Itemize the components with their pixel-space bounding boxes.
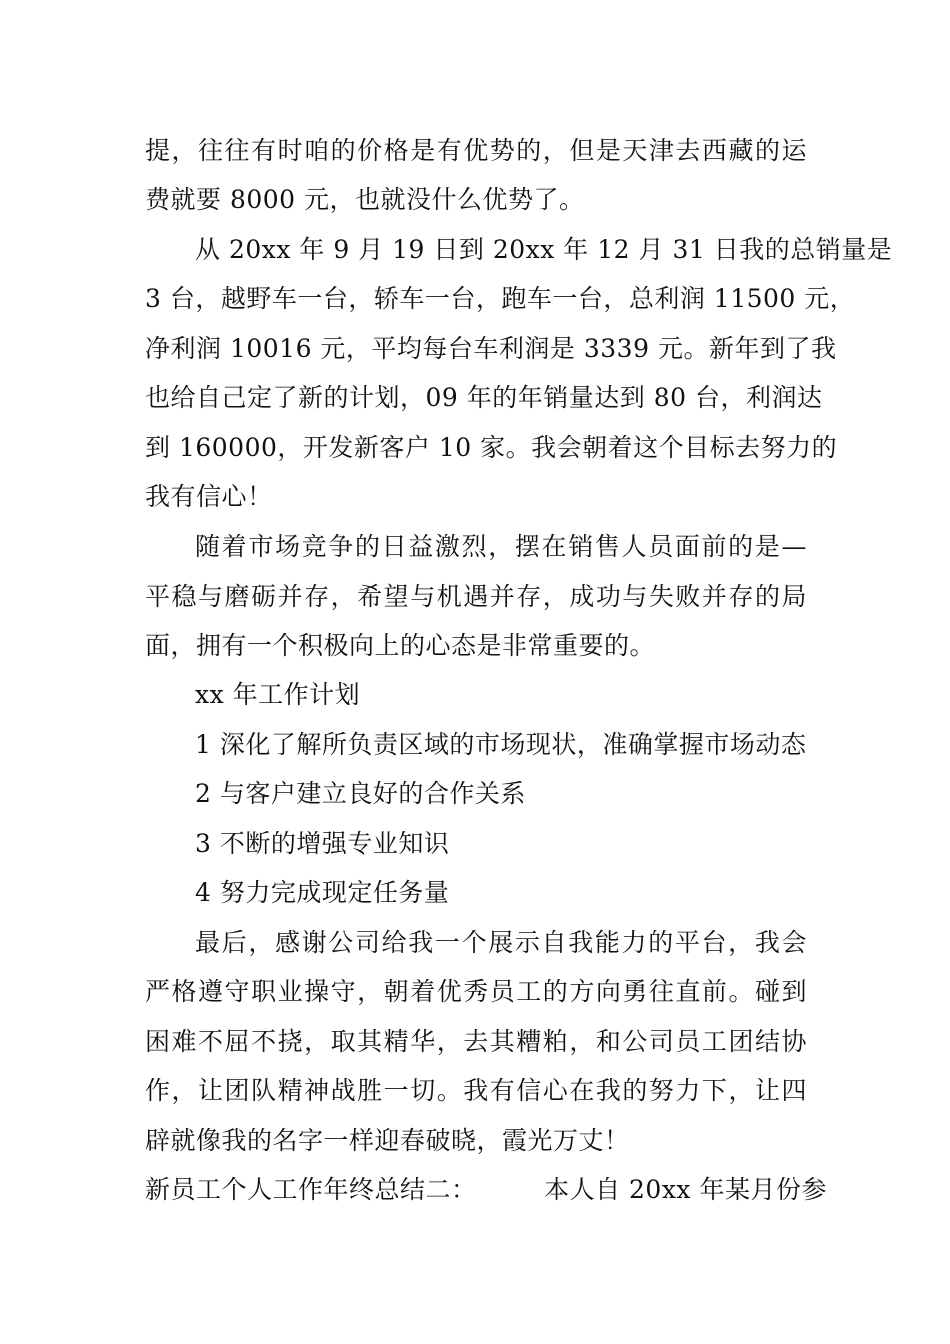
text-line: 提，往往有时咱的价格是有优势的，但是天津去西藏的运	[145, 136, 807, 165]
text-line: 到 160000，开发新客户 10 家。我会朝着这个目标去努力的	[145, 433, 838, 462]
paragraph-first-line: 最后，感谢公司给我一个展示自我能力的平台，我会	[195, 928, 807, 957]
text-line: 严格遵守职业操守，朝着优秀员工的方向勇往直前。碰到	[145, 977, 807, 1006]
list-item: 1 深化了解所负责区域的市场现状，准确掌握市场动态	[195, 730, 807, 759]
text-line: 平稳与磨砺并存，希望与机遇并存，成功与失败并存的局	[145, 582, 807, 611]
list-item: 2 与客户建立良好的合作关系	[195, 779, 526, 808]
text-line: 作，让团队精神战胜一切。我有信心在我的努力下，让四	[145, 1076, 807, 1105]
text-line: 辟就像我的名字一样迎春破晓，霞光万丈！	[145, 1126, 630, 1155]
text-line: 3 台，越野车一台，轿车一台，跑车一台，总利润 11500 元，	[145, 284, 856, 313]
section-title-line: 新员工个人工作年终总结二： 本人自 20xx 年某月份参	[145, 1175, 827, 1204]
paragraph-first-line: 从 20xx 年 9 月 19 日到 20xx 年 12 月 31 日我的总销量是	[195, 235, 893, 264]
list-item: 4 努力完成现定任务量	[195, 878, 450, 907]
list-item: 3 不断的增强专业知识	[195, 829, 450, 858]
text-line: 费就要 8000 元，也就没什么优势了。	[145, 185, 585, 214]
paragraph-first-line: 随着市场竞争的日益激烈，摆在销售人员面前的是—	[195, 532, 807, 561]
section-heading: xx 年工作计划	[195, 680, 361, 709]
text-line: 困难不屈不挠，取其精华，去其糟粕，和公司员工团结协	[145, 1027, 807, 1056]
text-line: 净利润 10016 元，平均每台车利润是 3339 元。新年到了我	[145, 334, 837, 363]
text-line: 面，拥有一个积极向上的心态是非常重要的。	[145, 631, 656, 660]
text-line: 也给自己定了新的计划，09 年的年销量达到 80 台，利润达	[145, 383, 823, 412]
text-line: 我有信心！	[145, 482, 273, 511]
